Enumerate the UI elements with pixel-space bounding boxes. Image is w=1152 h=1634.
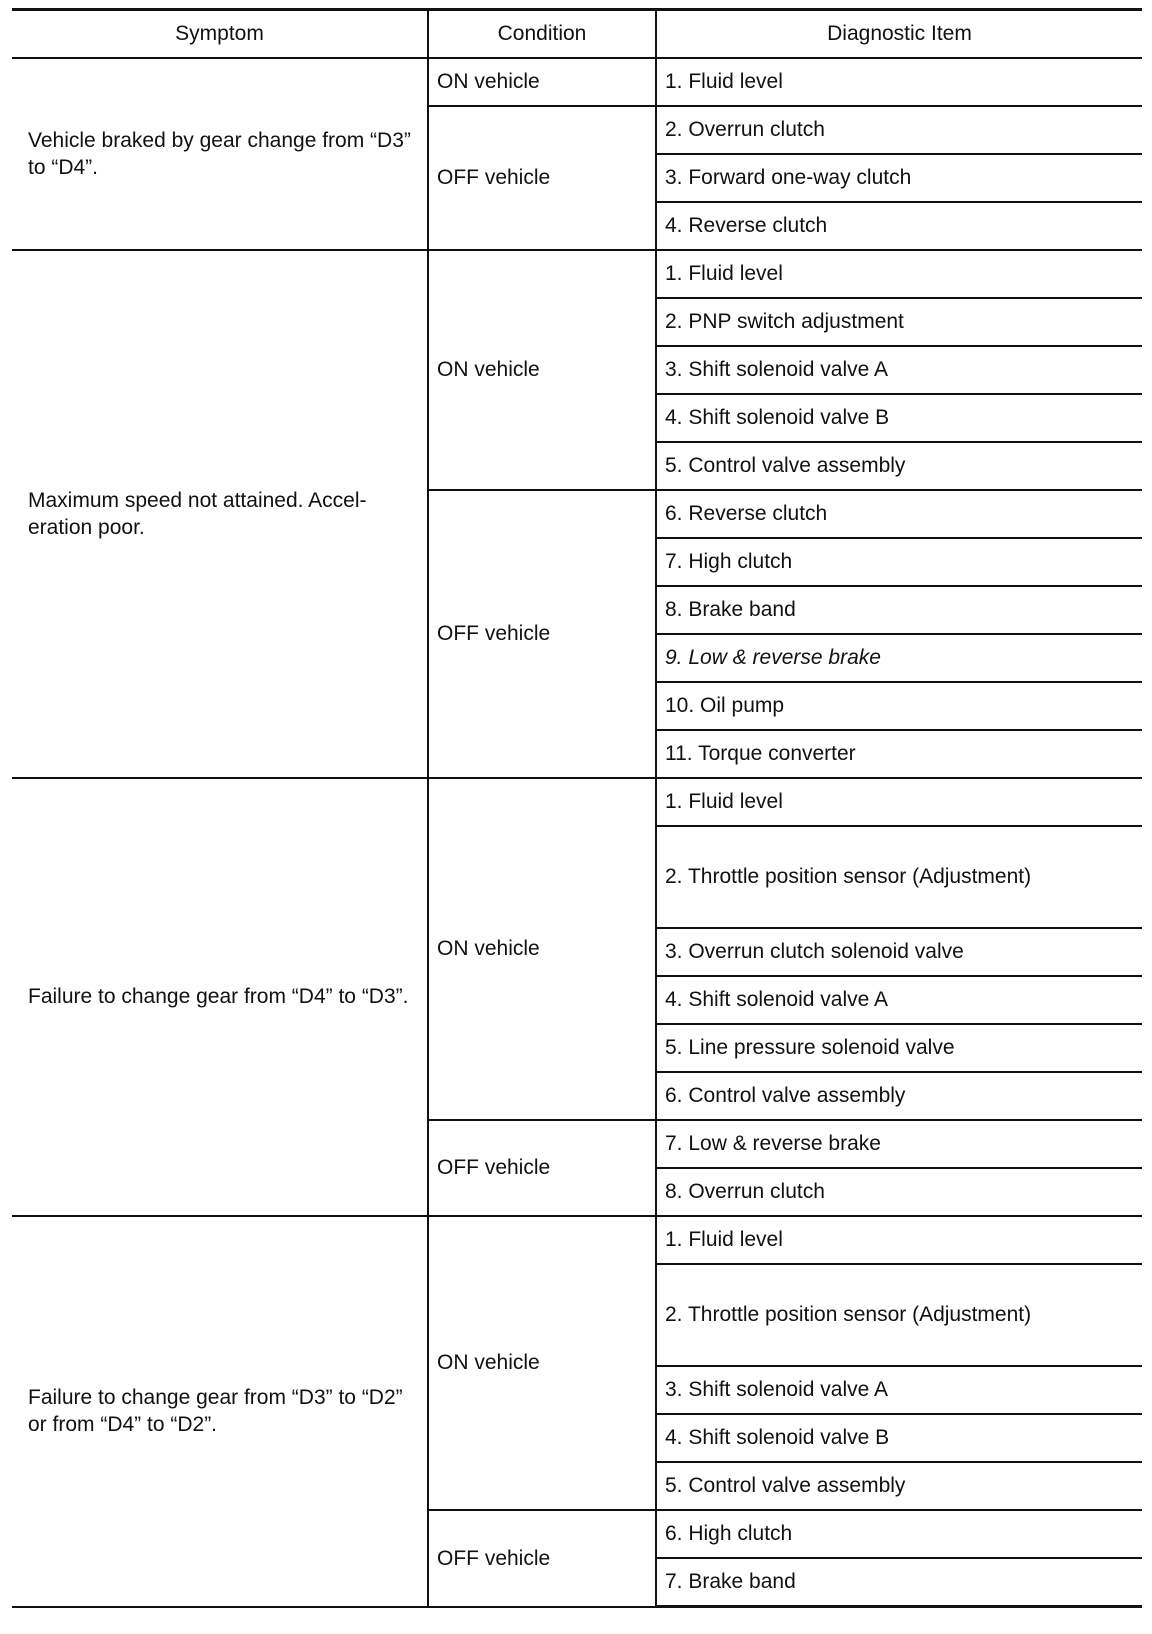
diagnostic-item: 4. Reverse clutch <box>656 202 1142 250</box>
diagnostic-item: 6. Control valve assembly <box>656 1072 1142 1120</box>
diagnostic-item: 6. High clutch <box>656 1510 1142 1558</box>
diagnostic-item: 4. Shift solenoid valve B <box>656 1414 1142 1462</box>
diagnostic-item: 7. Brake band <box>656 1558 1142 1607</box>
diagnostic-item: 5. Control valve assembly <box>656 442 1142 490</box>
table-row <box>12 1216 1142 1264</box>
diagnostic-item: 9. Low & reverse brake <box>656 634 1142 682</box>
diagnostic-item: 8. Overrun clutch <box>656 1168 1142 1216</box>
condition-cell: OFF vehicle <box>428 106 656 250</box>
diagnostic-item: 1. Fluid level <box>656 58 1142 106</box>
table-row <box>12 250 1142 298</box>
condition-cell: ON vehicle <box>428 58 656 106</box>
condition-cell: OFF vehicle <box>428 1120 656 1216</box>
diagnostic-item: 2. Throttle position sensor (Adjustment) <box>656 1264 1142 1366</box>
diagnostic-item: 6. Reverse clutch <box>656 490 1142 538</box>
diagnostic-table <box>12 8 1142 1608</box>
diagnostic-item: 10. Oil pump <box>656 682 1142 730</box>
condition-cell: ON vehicle <box>428 778 656 1120</box>
diagnostic-item: 7. High clutch <box>656 538 1142 586</box>
diagnostic-item: 3. Overrun clutch solenoid valve <box>656 928 1142 976</box>
diagnostic-item: 7. Low & reverse brake <box>656 1120 1142 1168</box>
diagnostic-item: 11. Torque converter <box>656 730 1142 778</box>
diagnostic-item: 8. Brake band <box>656 586 1142 634</box>
diagnostic-item: 5. Line pressure solenoid valve <box>656 1024 1142 1072</box>
diagnostic-item: 2. PNP switch adjustment <box>656 298 1142 346</box>
diagnostic-item: 3. Shift solenoid valve A <box>656 346 1142 394</box>
symptom-cell: Maximum speed not attained. Accel- eration poor. <box>12 250 428 778</box>
header-symptom: Symptom <box>12 10 428 59</box>
symptom-cell: Failure to change gear from “D4” to “D3”. <box>12 778 428 1216</box>
table-row <box>12 778 1142 826</box>
diagnostic-item: 1. Fluid level <box>656 250 1142 298</box>
condition-cell: OFF vehicle <box>428 490 656 778</box>
diagnostic-item: 5. Control valve assembly <box>656 1462 1142 1510</box>
diagnostic-item: 1. Fluid level <box>656 1216 1142 1264</box>
diagnostic-item: 1. Fluid level <box>656 778 1142 826</box>
diagnostic-item: 2. Throttle position sensor (Adjustment) <box>656 826 1142 928</box>
diagnostic-item: 3. Forward one-way clutch <box>656 154 1142 202</box>
diagnostic-item: 2. Overrun clutch <box>656 106 1142 154</box>
symptom-cell: Vehicle braked by gear change from “D3” to “D4”. <box>12 58 428 250</box>
header-diagnostic-item: Diagnostic Item <box>656 10 1142 59</box>
table-row <box>12 58 1142 106</box>
condition-cell: ON vehicle <box>428 250 656 490</box>
symptom-cell: Failure to change gear from “D3” to “D2” or from “D4” to “D2”. <box>12 1216 428 1607</box>
diagnostic-item: 4. Shift solenoid valve A <box>656 976 1142 1024</box>
condition-cell: OFF vehicle <box>428 1510 656 1607</box>
header-row <box>12 10 1142 59</box>
header-condition: Condition <box>428 10 656 59</box>
condition-cell: ON vehicle <box>428 1216 656 1510</box>
diagnostic-item: 3. Shift solenoid valve A <box>656 1366 1142 1414</box>
diagnostic-item: 4. Shift solenoid valve B <box>656 394 1142 442</box>
